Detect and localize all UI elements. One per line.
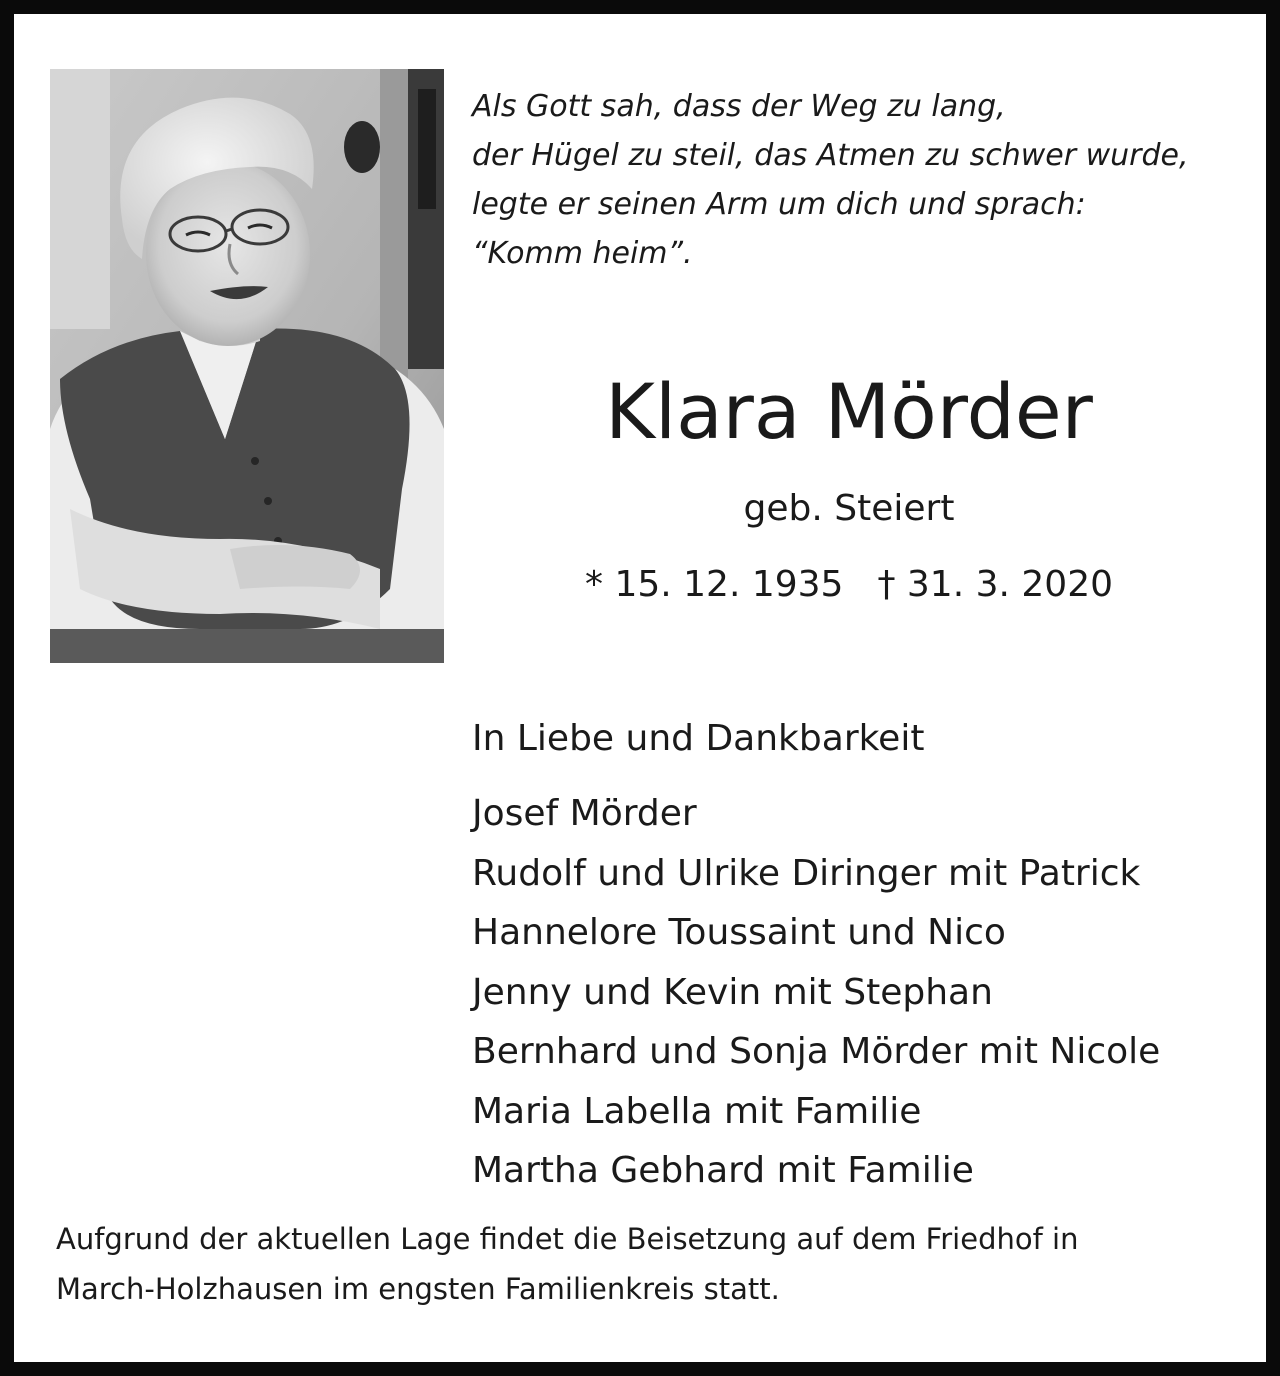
verse bbox=[472, 82, 1262, 278]
mourners-list bbox=[472, 714, 1262, 1201]
mourner-name: Hannelore Toussaint und Nico bbox=[472, 912, 1006, 953]
verse-line: legte er seinen Arm um dich und sprach: bbox=[472, 187, 1086, 222]
verse-line: der Hügel zu steil, das Atmen zu schwer wurde, bbox=[472, 138, 1189, 173]
mourner-name: Martha Gebhard mit Familie bbox=[472, 1150, 974, 1191]
burial-notice-line: March-Holzhausen im engsten Familienkreis statt. bbox=[56, 1272, 780, 1306]
mourner-name: Bernhard und Sonja Mörder mit Nicole bbox=[472, 1031, 1161, 1072]
death-date: † 31. 3. 2020 bbox=[877, 564, 1113, 605]
portrait-photo-icon bbox=[50, 69, 444, 663]
birth-date: * 15. 12. 1935 bbox=[585, 564, 844, 605]
mourners-heading: In Liebe und Dankbarkeit bbox=[472, 718, 925, 759]
verse-line: “Komm heim”. bbox=[472, 236, 693, 271]
mourner-name: Jenny und Kevin mit Stephan bbox=[472, 971, 993, 1013]
mourner-name: Josef Mörder bbox=[472, 793, 697, 834]
burial-notice-line: Aufgrund der aktuellen Lage findet die Beisetzung auf dem Friedhof in bbox=[56, 1222, 1079, 1256]
mourner-name: Rudolf und Ulrike Diringer mit Patrick bbox=[472, 852, 1141, 894]
verse-line: Als Gott sah, dass der Weg zu lang, bbox=[472, 89, 1006, 124]
burial-notice bbox=[56, 1214, 1256, 1314]
maiden-name: geb. Steiert bbox=[743, 488, 955, 529]
mourner-name: Maria Labella mit Familie bbox=[472, 1090, 922, 1132]
life-dates bbox=[464, 560, 1234, 610]
portrait-photo bbox=[50, 69, 444, 663]
deceased-name: Klara Mörder bbox=[605, 367, 1093, 456]
